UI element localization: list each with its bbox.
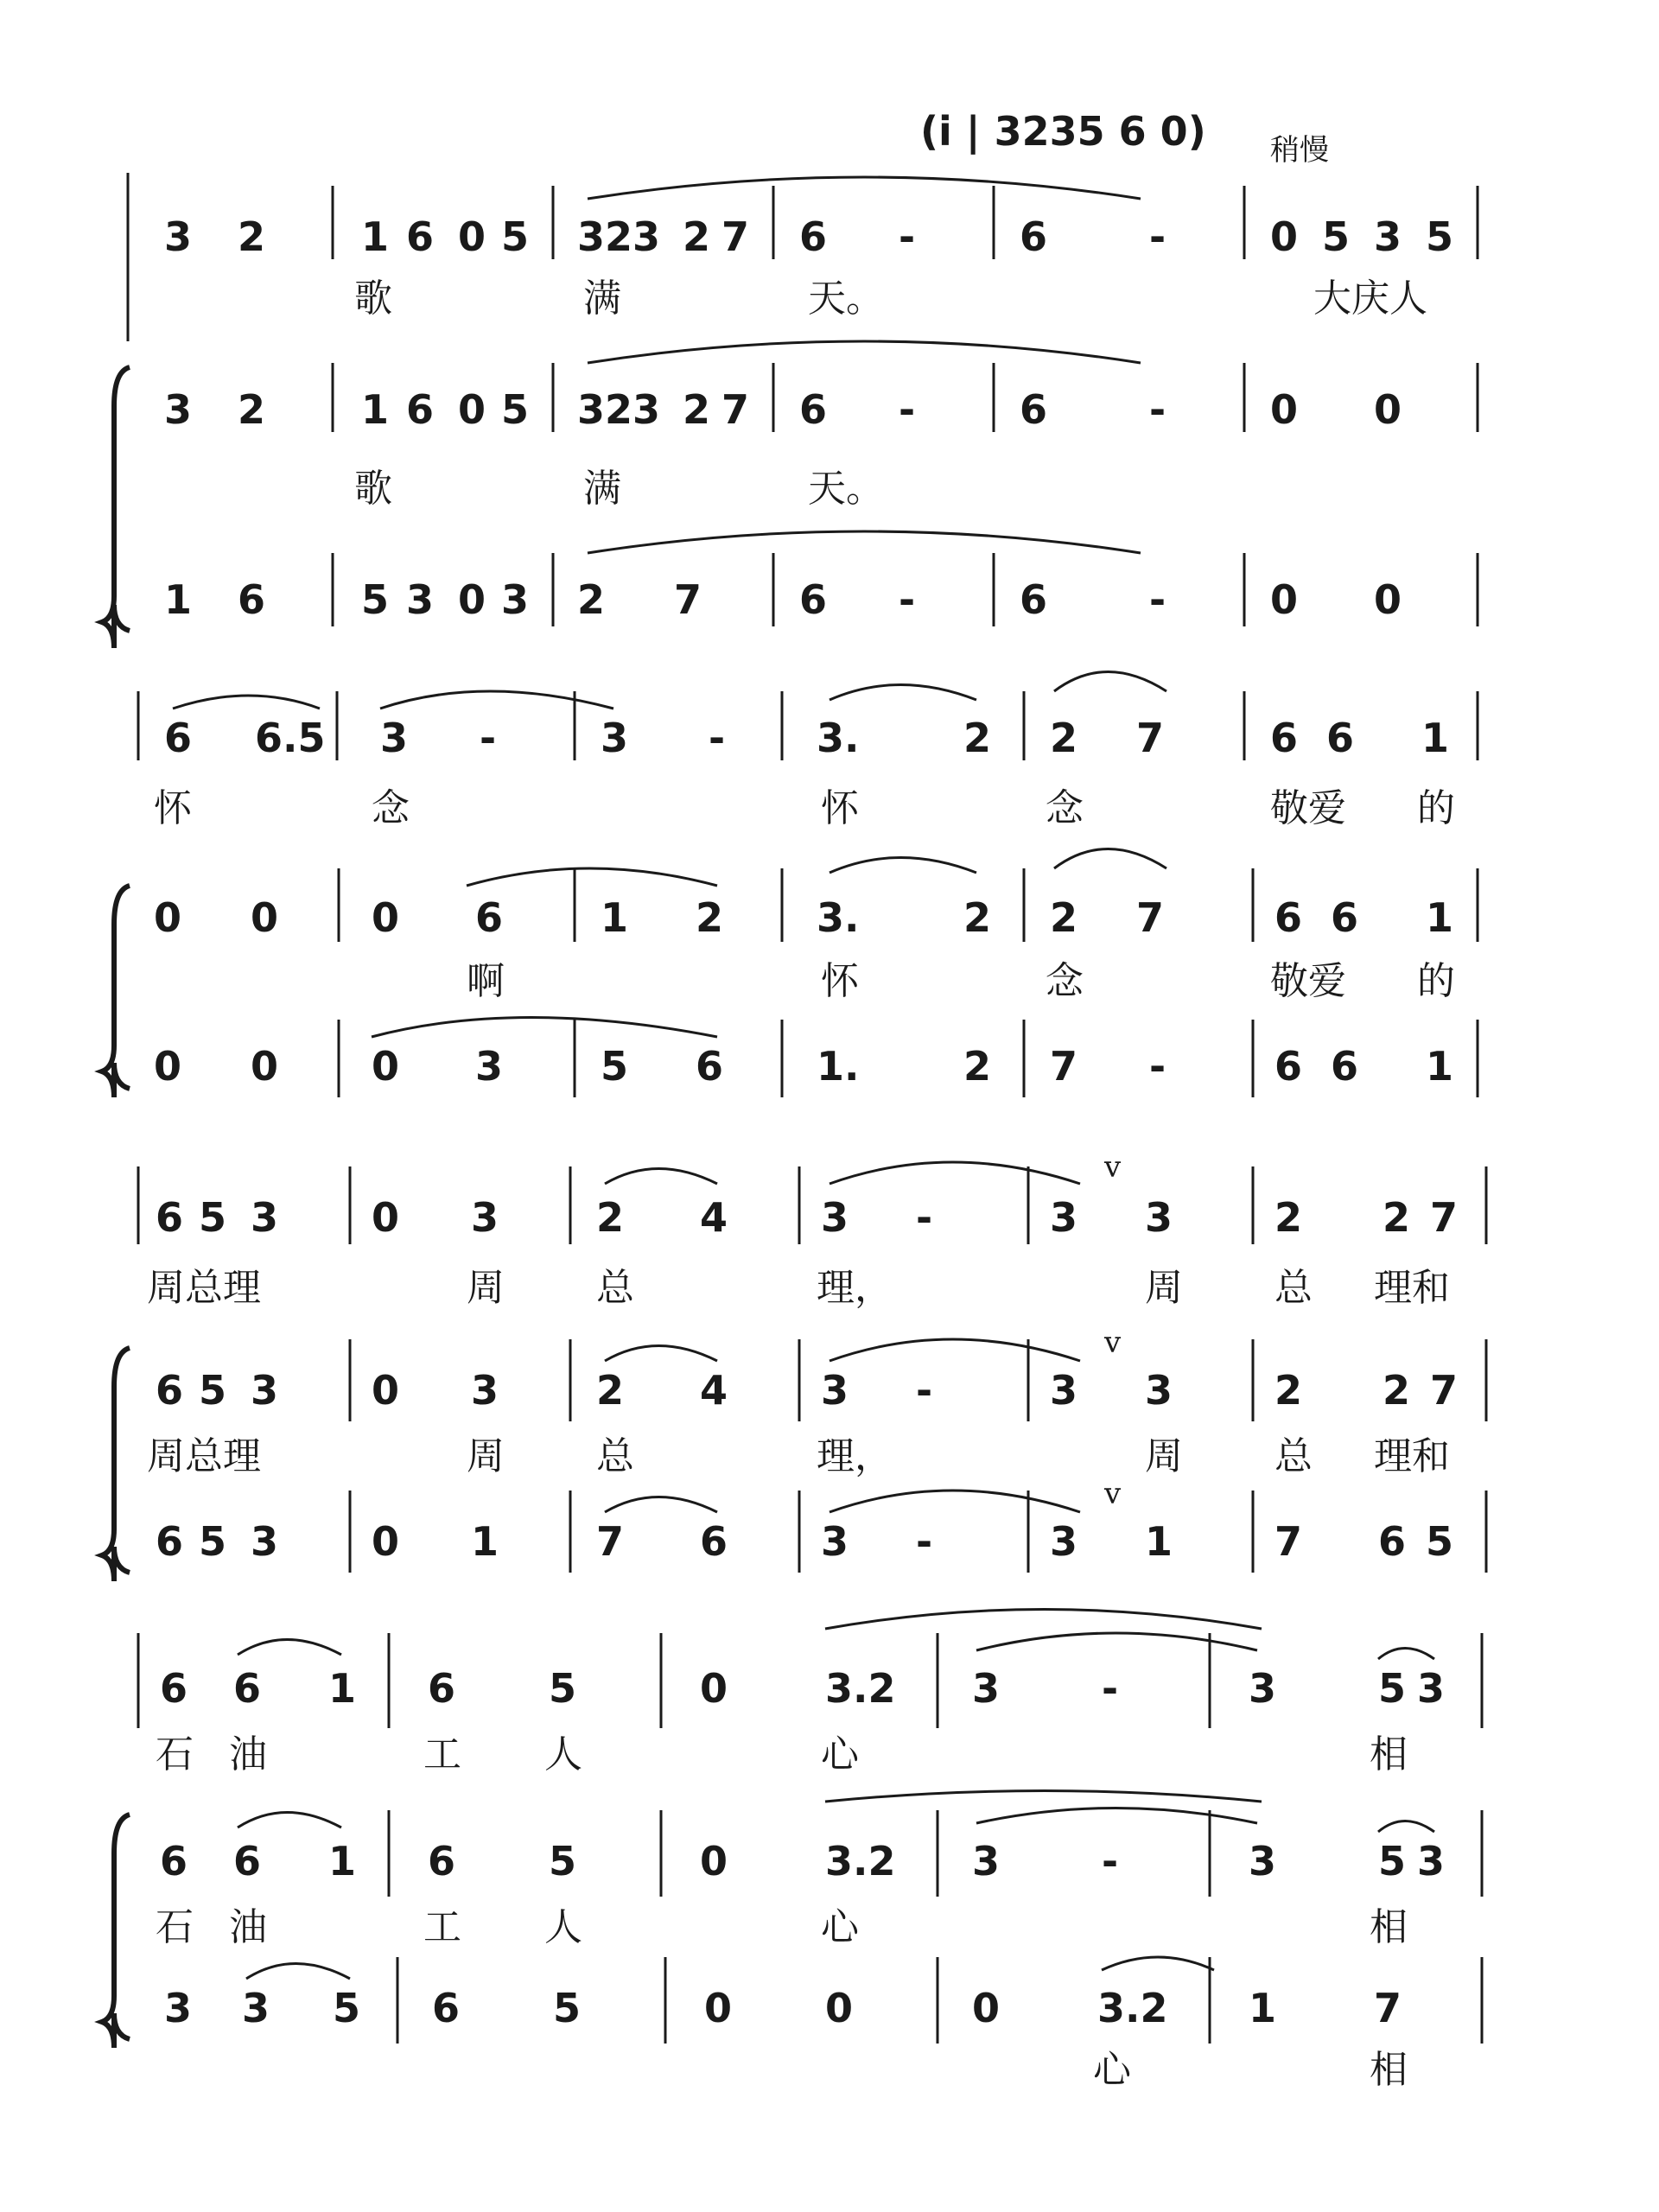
note: 3 (821, 1518, 849, 1565)
note: 1. (817, 1043, 860, 1090)
note: 3. (817, 715, 860, 761)
lyric: 石 (156, 1905, 194, 1949)
note: 0 (1270, 576, 1299, 623)
note: 6 (1020, 386, 1048, 433)
note: 3 (251, 1194, 279, 1241)
note: 2 (596, 1367, 625, 1414)
note: 6 (696, 1043, 724, 1090)
note: 2 (1382, 1367, 1411, 1414)
note: - (916, 1518, 933, 1565)
staff-3-2 (147, 1325, 1486, 1478)
note: 6 (1331, 894, 1359, 941)
note: 3 (380, 715, 409, 761)
note: 0 (458, 576, 486, 623)
note: 3 (1050, 1367, 1078, 1414)
note: 0 (372, 1194, 400, 1241)
system-brace (102, 1348, 130, 1581)
note: 0 (825, 1985, 854, 2031)
lyric: 念 (1046, 959, 1084, 1003)
system-2 (102, 672, 1478, 1098)
note: 6 (406, 213, 435, 260)
staff-1-1 (164, 177, 1478, 321)
note: 2 (238, 386, 266, 433)
slur (588, 341, 1141, 363)
lyric: 理， (817, 1434, 893, 1478)
note: 3 (242, 1985, 270, 2031)
note: 6 (799, 576, 828, 623)
note: 2 (596, 1194, 625, 1241)
slur (830, 1491, 1080, 1512)
note: 3 (1374, 213, 1402, 260)
note: 5 (549, 1665, 577, 1712)
note: - (1102, 1665, 1119, 1712)
note: 7 (721, 386, 750, 433)
note: 0 (154, 1043, 182, 1090)
slur (372, 1018, 717, 1038)
slur (830, 858, 976, 874)
note: 3 (251, 1518, 279, 1565)
note: 6 (1378, 1518, 1407, 1565)
note: 4 (700, 1194, 728, 1241)
note: 3.2 (825, 1665, 896, 1712)
system-brace (102, 1815, 130, 2048)
slur (173, 696, 320, 709)
note: 3 (1249, 1665, 1277, 1712)
lyric: 怀 (821, 959, 859, 1003)
slur (1378, 1821, 1434, 1833)
lyric: 周总理 (147, 1434, 261, 1478)
slur (605, 1169, 717, 1185)
intro-line (920, 108, 1329, 168)
note: 6 (1274, 1043, 1303, 1090)
note: 6 (1020, 213, 1048, 260)
note: 3 (475, 1043, 504, 1090)
system-4 (102, 1610, 1482, 2093)
system-3 (102, 1150, 1486, 1581)
note: 3 (577, 386, 606, 433)
note: 6 (700, 1518, 728, 1565)
lyric: 相 (1370, 1905, 1408, 1949)
slur (588, 177, 1141, 199)
slur (1054, 849, 1166, 869)
lyric: 总 (596, 1434, 634, 1478)
lyric: 怀 (154, 786, 192, 830)
lyric: 周 (467, 1434, 505, 1478)
note: 0 (1270, 213, 1299, 260)
note: 0 (372, 894, 400, 941)
lyric: 满 (583, 467, 621, 511)
system-1 (102, 173, 1478, 648)
note: 2 (238, 213, 266, 260)
note: 7 (1136, 715, 1165, 761)
note: 6 (1331, 1043, 1359, 1090)
note: 2 (605, 213, 633, 260)
note: 6 (406, 386, 435, 433)
note: 6 (233, 1838, 262, 1885)
slur (588, 531, 1141, 553)
note: - (1102, 1838, 1119, 1885)
staff-1-2 (164, 341, 1478, 511)
slur (1054, 672, 1166, 692)
note: 3 (972, 1838, 1001, 1885)
note: - (709, 715, 726, 761)
note: 0 (1374, 576, 1402, 623)
note: 5 (1426, 1518, 1454, 1565)
slur (830, 1162, 1080, 1184)
intro-notes: (i | 3235 6 0) (920, 108, 1206, 155)
note: 0 (372, 1043, 400, 1090)
note: 3 (601, 715, 629, 761)
note: - (916, 1194, 933, 1241)
note: 0 (1374, 386, 1402, 433)
note: 7 (596, 1518, 625, 1565)
note: 7 (1430, 1367, 1459, 1414)
note: 6 (428, 1838, 456, 1885)
slur (830, 685, 976, 701)
note: 0 (700, 1665, 728, 1712)
note: 0 (458, 386, 486, 433)
note: 2 (1274, 1367, 1303, 1414)
note: 2 (696, 894, 724, 941)
note: 2 (605, 386, 633, 433)
note: 0 (372, 1367, 400, 1414)
note: 0 (972, 1985, 1001, 2031)
note: 7 (1430, 1194, 1459, 1241)
staff-2-2 (154, 849, 1478, 1004)
lyric: 的 (1417, 959, 1455, 1003)
note: 3 (1145, 1194, 1173, 1241)
note: 1 (361, 386, 390, 433)
note: 2 (963, 1043, 992, 1090)
lyric: 相 (1370, 1732, 1408, 1777)
lyric: 念 (372, 786, 410, 830)
staff-4-2 (156, 1791, 1482, 1950)
note: 3. (817, 894, 860, 941)
note: 0 (251, 894, 279, 941)
lyric: 周 (1145, 1434, 1183, 1478)
lyric: 怀 (821, 786, 859, 830)
staff-3-3 (156, 1477, 1486, 1573)
lyric: 心 (1093, 2048, 1131, 2092)
note: 6 (238, 576, 266, 623)
note: 3 (471, 1367, 499, 1414)
note: 6 (1270, 715, 1299, 761)
lyric: 敬爱 (1270, 786, 1346, 830)
lyric: 工 (423, 1732, 461, 1777)
note: 0 (458, 213, 486, 260)
note: 0 (251, 1043, 279, 1090)
lyric: 石 (156, 1732, 194, 1777)
note: 3 (406, 576, 435, 623)
staff-1-3 (164, 531, 1478, 626)
note: 6 (156, 1194, 184, 1241)
note: 5 (601, 1043, 629, 1090)
note: 1 (1421, 715, 1450, 761)
lyric: 工 (423, 1905, 461, 1949)
lyric: 念 (1046, 786, 1084, 830)
staff-4-1 (138, 1610, 1482, 1777)
note: 3 (1249, 1838, 1277, 1885)
note: 1 (1145, 1518, 1173, 1565)
note: 6 (432, 1985, 461, 2031)
note: 1 (1426, 1043, 1454, 1090)
note: 7 (721, 213, 750, 260)
note: 5 (199, 1194, 227, 1241)
lyric: 周 (467, 1266, 505, 1310)
note: 3.2 (1097, 1985, 1168, 2031)
lyric: 啊 (467, 959, 505, 1003)
slur (467, 868, 717, 886)
note: 1 (1249, 1985, 1277, 2031)
lyric: 总 (1274, 1266, 1313, 1310)
staff-2-3 (154, 1018, 1478, 1098)
note: 2 (683, 213, 711, 260)
lyric: 人 (544, 1732, 582, 1777)
note: 3 (1417, 1838, 1446, 1885)
note: 3 (632, 386, 661, 433)
slur (238, 1813, 341, 1828)
note: 0 (154, 894, 182, 941)
note: 0 (704, 1985, 733, 2031)
note: 6 (428, 1665, 456, 1712)
note: 6 (156, 1518, 184, 1565)
lyric: 的 (1417, 786, 1455, 830)
note: 5 (1378, 1665, 1407, 1712)
note: 5 (549, 1838, 577, 1885)
note: 1 (471, 1518, 499, 1565)
note: 5 (553, 1985, 582, 2031)
lyric: 人 (544, 1905, 582, 1949)
lyric: 心 (821, 1905, 859, 1949)
lyric: 理和 (1374, 1434, 1450, 1478)
note: 6 (164, 715, 193, 761)
breath-mark: v (1104, 1325, 1122, 1360)
note: 5 (361, 576, 390, 623)
lyric: 理和 (1374, 1266, 1450, 1310)
note: 1 (328, 1838, 357, 1885)
system-brace (102, 367, 130, 648)
slur (830, 1339, 1080, 1361)
note: - (899, 386, 916, 433)
note: 0 (700, 1838, 728, 1885)
slur (238, 1640, 341, 1656)
note: 5 (1322, 213, 1351, 260)
lyric: 歌 (354, 467, 392, 511)
note: 3 (164, 386, 193, 433)
note: 6 (233, 1665, 262, 1712)
lyric: 敬爱 (1270, 959, 1346, 1003)
note: 5 (501, 213, 530, 260)
note: 1 (164, 576, 193, 623)
note: 3 (632, 213, 661, 260)
staff-2-1 (138, 672, 1478, 831)
note: 0 (1270, 386, 1299, 433)
note: 3 (972, 1665, 1001, 1712)
note: 5 (1426, 213, 1454, 260)
breath-mark: v (1104, 1477, 1122, 1511)
slur (825, 1791, 1262, 1802)
lyric: 总 (596, 1266, 634, 1310)
note: 7 (1136, 894, 1165, 941)
note: 2 (1050, 894, 1078, 941)
slur (380, 691, 613, 709)
slur (605, 1497, 717, 1513)
note: 1 (361, 213, 390, 260)
slur (976, 1633, 1257, 1650)
note: 2 (1382, 1194, 1411, 1241)
lyric: 总 (1274, 1434, 1313, 1478)
note: 3 (821, 1367, 849, 1414)
note: 6 (1274, 894, 1303, 941)
staff-3-1 (138, 1150, 1486, 1310)
note: 6 (799, 386, 828, 433)
note: 3 (1050, 1518, 1078, 1565)
lyric: 天。 (808, 467, 884, 511)
note: 3 (821, 1194, 849, 1241)
note: 2 (1274, 1194, 1303, 1241)
note: - (480, 715, 497, 761)
note: 7 (1274, 1518, 1303, 1565)
note: 2 (963, 894, 992, 941)
lyric: 大庆人 (1313, 276, 1427, 321)
note: - (1149, 1043, 1166, 1090)
note: 7 (1050, 1043, 1078, 1090)
note: 3 (1145, 1367, 1173, 1414)
note: 2 (683, 386, 711, 433)
breath-mark: v (1104, 1150, 1122, 1185)
slur (976, 1808, 1257, 1824)
lyric: 油 (229, 1732, 267, 1777)
note: - (1149, 576, 1166, 623)
note: 6 (1020, 576, 1048, 623)
note: - (899, 213, 916, 260)
note: 6.5 (255, 715, 326, 761)
note: 5 (199, 1367, 227, 1414)
note: 0 (372, 1518, 400, 1565)
note: 2 (963, 715, 992, 761)
staff-4-3 (164, 1957, 1482, 2092)
note: 6 (160, 1665, 188, 1712)
note: 3 (1417, 1665, 1446, 1712)
lyric: 天。 (808, 276, 884, 321)
note: 5 (333, 1985, 361, 2031)
lyric: 歌 (354, 276, 392, 321)
note: 7 (1374, 1985, 1402, 2031)
slur (825, 1610, 1262, 1630)
note: 3 (164, 1985, 193, 2031)
slur (1378, 1649, 1434, 1660)
note: - (1149, 213, 1166, 260)
note: 2 (1050, 715, 1078, 761)
note: 5 (199, 1518, 227, 1565)
note: 7 (674, 576, 702, 623)
note: 6 (156, 1367, 184, 1414)
slur (605, 1346, 717, 1362)
note: 6 (1326, 715, 1355, 761)
note: 6 (799, 213, 828, 260)
note: 6 (475, 894, 504, 941)
note: 5 (1378, 1838, 1407, 1885)
note: 2 (577, 576, 606, 623)
note: 1 (328, 1665, 357, 1712)
lyric: 相 (1370, 2048, 1408, 2092)
note: 1 (601, 894, 629, 941)
note: 3 (251, 1367, 279, 1414)
note: 6 (160, 1838, 188, 1885)
note: 3 (164, 213, 193, 260)
system-brace (102, 886, 130, 1097)
tempo-marking: 稍慢 (1270, 133, 1329, 168)
note: 3 (501, 576, 530, 623)
note: 3 (577, 213, 606, 260)
note: 3 (1050, 1194, 1078, 1241)
note: 4 (700, 1367, 728, 1414)
note: 3.2 (825, 1838, 896, 1885)
lyric: 周 (1145, 1266, 1183, 1310)
note: 5 (501, 386, 530, 433)
lyric: 理， (817, 1266, 893, 1310)
lyric: 心 (821, 1732, 859, 1777)
note: 1 (1426, 894, 1454, 941)
note: - (1149, 386, 1166, 433)
lyric: 满 (583, 276, 621, 321)
note: - (916, 1367, 933, 1414)
lyric: 周总理 (147, 1266, 261, 1310)
slur (246, 1964, 350, 1980)
slur (1102, 1957, 1214, 1970)
note: 3 (471, 1194, 499, 1241)
note: - (899, 576, 916, 623)
lyric: 油 (229, 1905, 267, 1949)
